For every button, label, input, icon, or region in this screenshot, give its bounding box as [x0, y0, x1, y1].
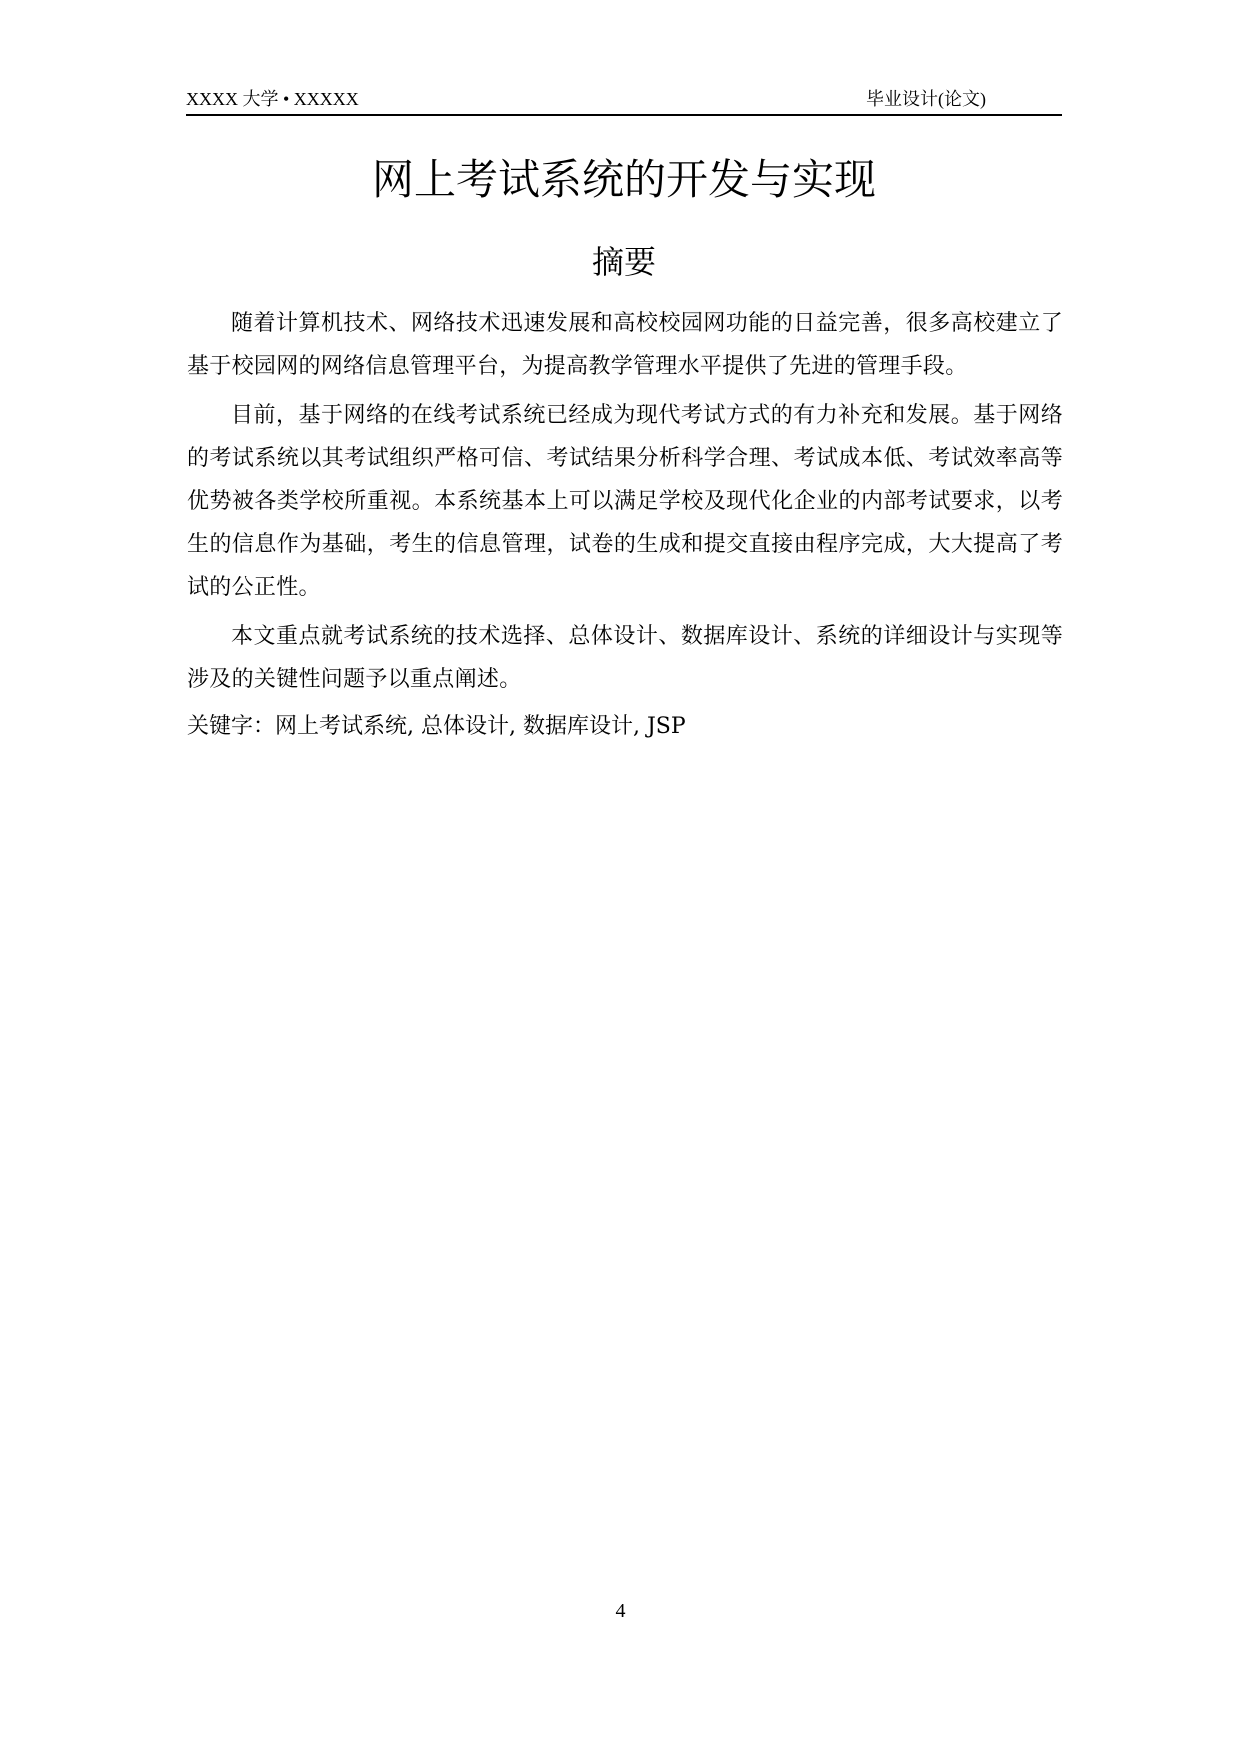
header-university: XXXX 大学 • XXXXX — [186, 89, 359, 109]
abstract-paragraph-2: 目前，基于网络的在线考试系统已经成为现代考试方式的有力补充和发展。基于网络的考试系统以其考试组织严格可信、考试结果分析科学合理、考试成本低、考试效率高等优势被各类学校所重视。本系统基本上可以满足学校及现代化企业的内部考试要求，以考生的信息作为基础，考生的信息管理，试卷的生成和提交直接由程序完成，大大提高了考试的公正性。 — [187, 403, 1063, 600]
abstract-paragraph-3: 本文重点就考试系统的技术选择、总体设计、数据库设计、系统的详细设计与实现等涉及的关键性问题予以重点阐述。 — [187, 624, 1063, 692]
keywords-value: 网上考试系统, 总体设计, 数据库设计, JSP — [275, 714, 686, 739]
page-header — [186, 86, 1062, 116]
keywords-line — [187, 707, 1063, 747]
abstract-heading: 摘要 — [591, 243, 656, 281]
abstract-paragraph-1: 随着计算机技术、网络技术迅速发展和高校校园网功能的日益完善，很多高校建立了基于校园网的网络信息管理平台，为提高教学管理水平提供了先进的管理手段。 — [187, 311, 1063, 379]
page-number: 4 — [615, 1600, 626, 1622]
header-document-type: 毕业设计(论文) — [866, 89, 986, 109]
keywords-label: 关键字： — [187, 714, 276, 739]
abstract-body — [187, 302, 1063, 747]
document-title: 网上考试系统的开发与实现 — [371, 155, 876, 204]
